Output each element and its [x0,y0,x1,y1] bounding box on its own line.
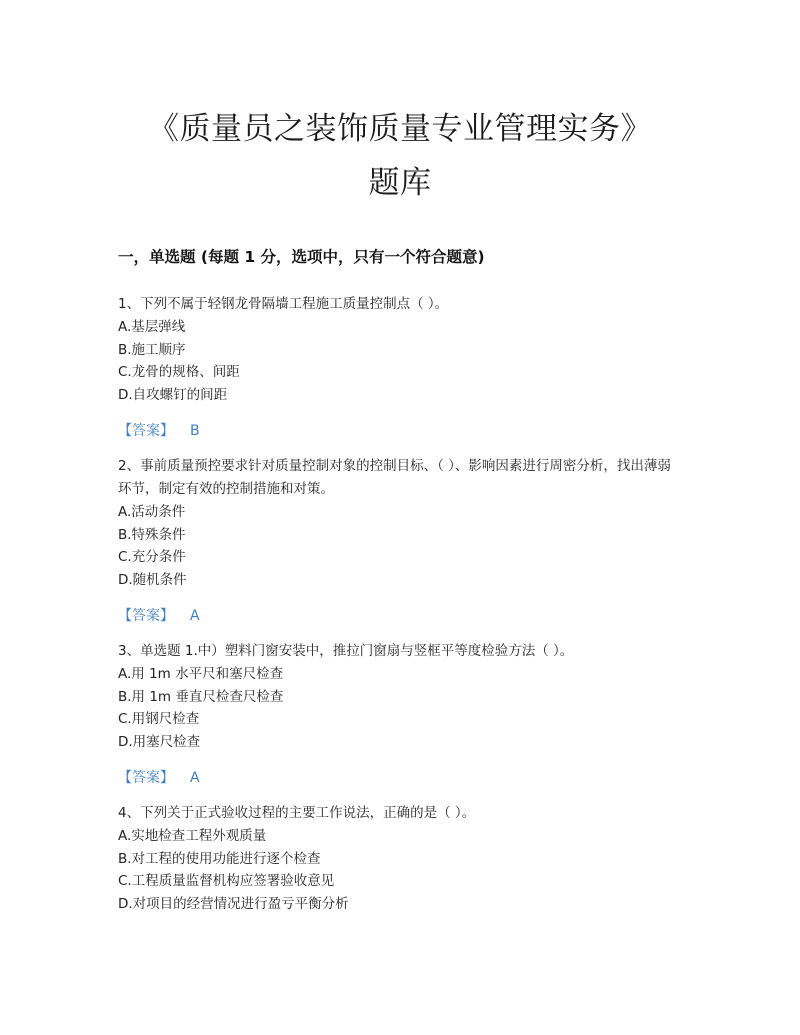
answer-value: B [190,423,200,439]
document-title: 《质量员之装饰质量专业管理实务》 [148,111,652,147]
option-d: D.随机条件 [118,571,187,588]
question-text: 4、下列关于正式验收过程的主要工作说法，正确的是（ ）。 [118,805,476,821]
option-d: D.对项目的经营情况进行盈亏平衡分析 [118,895,349,912]
option-b: B.用 1m 垂直尺检查尺检查 [118,688,284,705]
answer-value: A [190,608,200,624]
question-text: 1、下列不属于轻钢龙骨隔墙工程施工质量控制点（ ）。 [118,296,449,312]
question-1 [118,293,678,406]
option-c: C.用钢尺检查 [118,711,200,728]
option-c: C.龙骨的规格、间距 [118,364,240,381]
option-a: A.用 1m 水平尺和塞尺检查 [118,666,284,682]
option-b: B.施工顺序 [118,341,186,358]
document-subtitle: 题库 [368,165,432,201]
option-a: A.基层弹线 [118,319,186,335]
question-text: 2、事前质量预控要求针对质量控制对象的控制目标、（ ）、影响因素进行周密分析，找出薄弱环节，制定有效的控制措施和对策。 [118,458,671,497]
section-heading: 一，单选题 (每题 1 分，选项中，只有一个符合题意) [118,248,485,266]
question-text: 3、单选题 1.中）塑料门窗安装中，推拉门窗扇与竖框平等度检验方法（ ）。 [118,643,574,659]
option-a: A.活动条件 [118,504,186,520]
answer-line-3 [118,767,200,787]
option-d: D.自攻螺钉的间距 [118,386,228,403]
answer-label: 【答案】 [118,423,174,439]
option-c: C.工程质量监督机构应签署验收意见 [118,873,335,890]
option-a: A.实地检查工程外观质量 [118,828,267,844]
option-c: C.充分条件 [118,549,186,566]
answer-line-1 [118,420,200,440]
answer-label: 【答案】 [118,770,174,786]
question-2 [118,455,678,591]
option-b: B.对工程的使用功能进行逐个检查 [118,850,321,867]
option-b: B.特殊条件 [118,526,186,543]
answer-value: A [190,770,200,786]
question-3 [118,640,678,753]
answer-line-2 [118,605,200,625]
answer-label: 【答案】 [118,608,174,624]
option-d: D.用塞尺检查 [118,733,201,750]
question-4 [118,802,678,915]
